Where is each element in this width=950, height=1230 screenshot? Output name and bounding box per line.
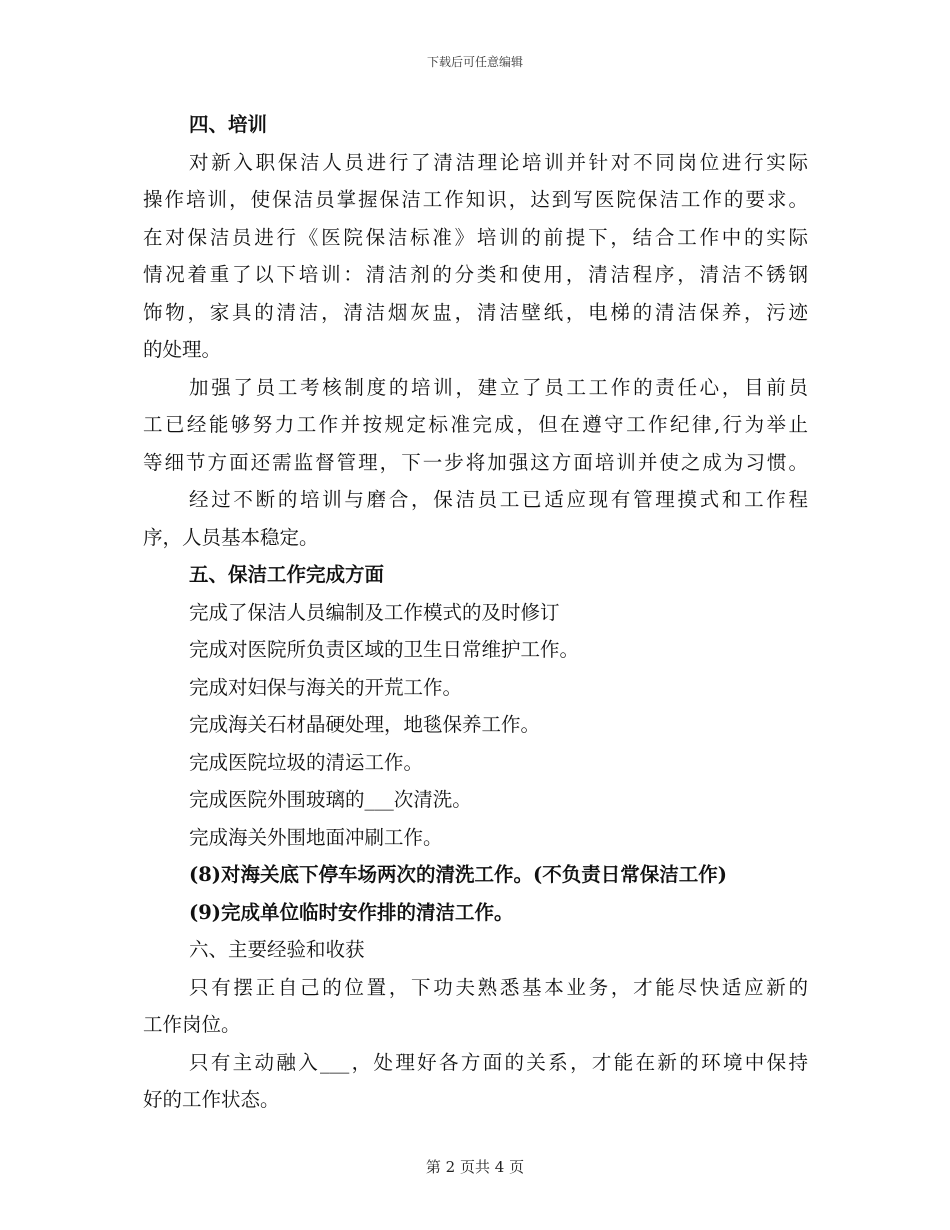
text-line: 加强了员工考核制度的培训，建立了员工工作的责任心，目前员	[189, 375, 808, 399]
text-line: 的处理。	[143, 338, 222, 361]
text-line: 完成医院外围玻璃的___次清洗。	[189, 788, 472, 811]
text-line: 完成对医院所负责区域的卫生日常维护工作。	[189, 638, 580, 661]
text-line: 工已经能够努力工作并按规定标准完成，但在遵守工作纪律,行为举止	[143, 413, 808, 436]
text-line: 序，人员基本稳定。	[143, 525, 319, 549]
text-line: 五、保洁工作完成方面	[189, 563, 385, 586]
text-line: 好的工作状态。	[143, 1088, 280, 1111]
text-line: 完成对妇保与海关的开荒工作。	[189, 675, 463, 699]
text-line: 四、培训	[189, 113, 268, 136]
text-line: 操作培训，使保洁员掌握保洁工作知识，达到写医院保洁工作的要求。	[143, 188, 808, 211]
header-note: 下载后可任意编辑	[426, 55, 523, 69]
text-line: 完成海关石材晶硬处理，地毯保养工作。	[189, 713, 541, 736]
text-line: (8)对海关底下停车场两次的清洗工作。(不负责日常保洁工作)	[189, 863, 727, 886]
text-line: 完成医院垃圾的清运工作。	[189, 750, 424, 774]
text-line: 等细节方面还需监督管理，下一步将加强这方面培训并使之成为习惯。	[143, 450, 808, 474]
text-line: 饰物，家具的清洁，清洁烟灰盅，清洁壁纸，电梯的清洁保养，污迹	[143, 300, 808, 324]
text-line: 工作岗位。	[143, 1013, 241, 1036]
text-line: 对新入职保洁人员进行了清洁理论培训并针对不同岗位进行实际	[189, 150, 808, 174]
text-line: 经过不断的培训与磨合，保洁员工已适应现有管理摸式和工作程	[189, 488, 808, 511]
text-line: 只有主动融入___，处理好各方面的关系，才能在新的环境中保持	[189, 1050, 808, 1074]
document-body	[143, 106, 808, 1119]
text-line: 六、主要经验和收获	[189, 938, 365, 961]
text-line: 完成海关外围地面冲刷工作。	[189, 825, 443, 849]
text-line: 在对保洁员进行《医院保洁标准》培训的前提下，结合工作中的实际	[143, 225, 808, 249]
text-line: 情况着重了以下培训：清洁剂的分类和使用，清洁程序，清洁不锈钢	[143, 263, 808, 286]
text-line: 只有摆正自己的位置，下功夫熟悉基本业务，才能尽快适应新的	[189, 975, 808, 999]
text-line: 完成了保洁人员编制及工作模式的及时修订	[189, 600, 560, 624]
page-footer: 第 2 页共 4 页	[425, 1158, 525, 1176]
text-line: (9)完成单位临时安作排的清洁工作。	[189, 900, 514, 924]
